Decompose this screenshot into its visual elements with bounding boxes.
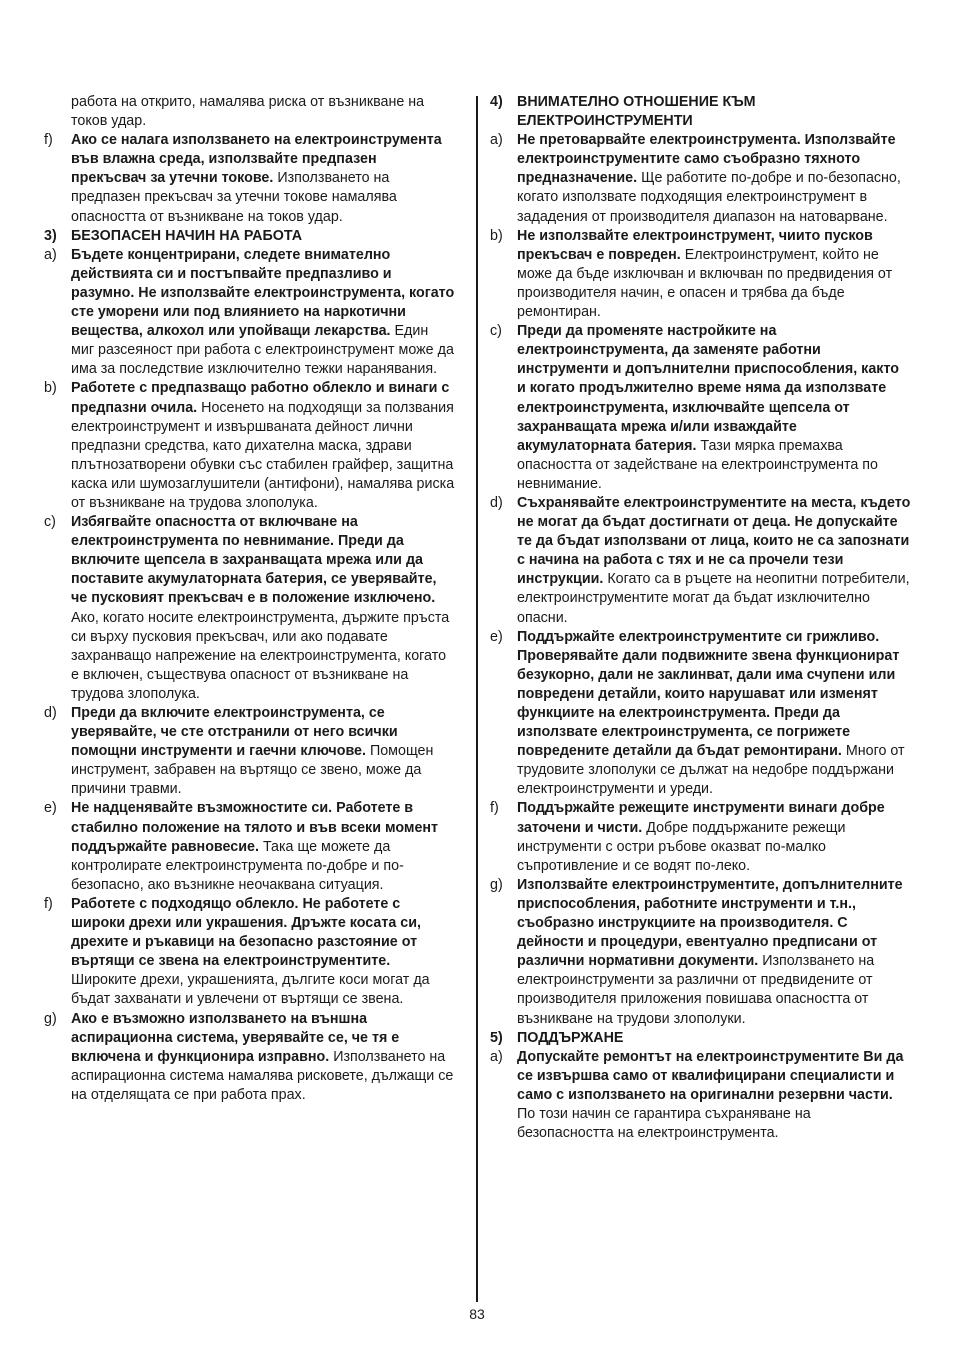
list-item — [44, 131, 455, 226]
item-text: Носенето на подходящи за ползвания електроинструмент и извършваната дейност лични предпазни средства, като дихателна маска, здрави плътнозатворени обувки със стабилен грайфер, защитна каска или шумозаглушители (антифони), намалява риска от възникване на трудова злополука. — [71, 399, 455, 511]
column-divider — [476, 96, 478, 1302]
item-marker: e) — [490, 628, 503, 645]
section-number: 3) — [44, 227, 57, 244]
list-item — [490, 799, 911, 875]
section-title: ПОДДЪРЖАНЕ — [517, 1029, 624, 1046]
item-bold-text: Допускайте ремонтът на електроинструментите Ви да се извършва само от квалифицирани специалисти и само с използването на оригинални резервни части. — [517, 1048, 904, 1103]
item-marker: e) — [44, 800, 57, 817]
item-text: Ще работите по-добре и по-безопасно, когато използвате подходящия електроинструмент в зададения от производителя диапазон на натоварване. — [517, 170, 901, 225]
item-text: Ако, когато носите електроинструмента, държите пръста си върху пусковия прекъсвач, или ако подавате захранващо напрежение на електроинструмента, когато е включен, съществува опасност от възникване на трудова злополука. — [71, 609, 450, 702]
item-bold-text: Ако е възможно използването на външна аспирационна система, уверявайте се, че тя е включена и функционира изправно. — [71, 1010, 400, 1065]
list-item — [44, 895, 455, 1010]
section-heading — [44, 227, 455, 246]
item-bold-text: Преди да включите електроинструмента, се уверявайте, че сте отстранили от него всички помощни инструменти и гаечни ключове. — [71, 705, 398, 760]
right-column — [490, 93, 911, 1143]
section-heading — [490, 93, 911, 131]
item-text: Когато са в ръцете на неопитни потребители, електроинструментите могат да бъдат изключително опасни. — [517, 571, 910, 626]
item-bold-text: Бъдете концентрирани, следете внимателно действията си и постъпвайте предпазливо и разумно. Не използвайте електроинструмента, когато сте уморени или под влиянието на наркотични вещества, алкохол или упойващи лекарства. — [71, 246, 455, 340]
list-item — [490, 628, 911, 800]
item-text: Добре поддържаните режещи инструменти с остри ръбове оказват по-малко съпротивление и се водят по-леко. — [517, 819, 846, 874]
item-bold-text: Преди да променяте настройките на електроинструмента, да заменяте работни инструменти и допълнителни приспособления, както и когато продължително време няма да използвате електроинструмента, изключвайте щепсела от захранващата мрежа и/или изваждайте акумулаторната батерия. — [517, 323, 899, 454]
intro-paragraph: работа на открито, намалява риска от възникване на токов удар. — [71, 94, 425, 130]
item-bold-text: Работете с подходящо облекло. Не работете с широки дрехи или украшения. Дръжте косата си, дрехите и ръкавици на безопасно разстояние от въртящи се звена на електроинструментите. — [71, 895, 422, 970]
section-number: 4) — [490, 94, 503, 110]
item-text: Широките дрехи, украшенията, дългите коси могат да бъдат захванати и увлечени от въртящи се звена. — [71, 972, 430, 1008]
item-marker: d) — [44, 705, 57, 721]
list-item — [490, 131, 911, 226]
list-item — [490, 227, 911, 322]
item-marker: f) — [44, 132, 53, 149]
item-text: Използването на аспирационна система намалява рисковете, дължащи се на отделящата се при работа прах. — [71, 1048, 454, 1103]
item-bold-text: Ако се налага използването на електроинструмента във влажна среда, използвайте предпазен прекъсвач за утечни токове. — [71, 132, 442, 187]
item-bold-text: Не надценявайте възможностите си. Работете в стабилно положение на тялото и във всеки момент поддържайте равновесие. — [71, 800, 439, 855]
item-marker: g) — [490, 876, 503, 893]
item-text: Използването на предпазен прекъсвач за утечни токове намалява опасността от възникване на токов удар. — [71, 170, 397, 225]
item-marker: b) — [490, 227, 503, 244]
list-item — [44, 513, 455, 704]
item-text: Тази мярка премахва опасността от задействане на електроинструмента по невнимание. — [517, 437, 878, 492]
item-text: Помощен инструмент, забравен на въртящо се звено, може да причини травми. — [71, 743, 434, 798]
item-text: Един миг разсеяност при работа с електроинструмент може да има за последствие изключително тежки наранявания. — [71, 323, 454, 378]
item-marker: c) — [44, 514, 56, 531]
item-bold-text: Избягвайте опасността от включване на електроинструмента по невнимание. Преди да включите щепсела в захранващата мрежа или да поставите акумулаторната батерия, се уверявайте, че пусковият прекъсвач е в положение изключено. — [71, 514, 437, 607]
list-item — [44, 1010, 455, 1105]
item-text: По този начин се гарантира съхраняване на безопасността на електроинструмента. — [517, 1105, 811, 1142]
item-bold-text: Не претоварвайте електроинструмента. Използвайте електроинструментите само съобразно тяхното предназначение. — [517, 132, 896, 187]
item-bold-text: Не използвайте електроинструмент, чиито пусков прекъсвач е повреден. — [517, 227, 873, 263]
item-text: Използването на електроинструменти за различни от предвидените от производителя приложения повишава опасността от възникване на трудови злополуки. — [517, 953, 875, 1027]
item-marker: a) — [490, 1048, 503, 1065]
item-text: Така ще можете да контролирате електроинструмента по-добре и по-безопасно, ако възникне неочаквана ситуация. — [71, 838, 404, 893]
item-bold-text: Поддържайте режещите инструменти винаги добре заточени и чисти. — [517, 800, 885, 836]
section-number: 5) — [490, 1029, 503, 1046]
list-item — [44, 799, 455, 894]
section-title: БЕЗОПАСЕН НАЧИН НА РАБОТА — [71, 227, 303, 244]
list-item — [490, 322, 911, 494]
item-marker: d) — [490, 494, 503, 511]
item-marker: f) — [44, 895, 53, 912]
list-item — [44, 246, 455, 380]
item-text: Много от трудовите злополуки се дължат на недобре поддържани електроинструменти и уреди. — [517, 743, 905, 798]
list-item — [44, 704, 455, 799]
item-bold-text: Работете с предпазващо работно облекло и винаги с предпазни очила. — [71, 380, 450, 416]
item-marker: a) — [44, 246, 57, 263]
list-item — [490, 494, 911, 628]
item-text: Електроинструмент, който не може да бъде изключван и включван по предвидения от производителя начин, е опасен и трябва да бъде ремонтиран. — [517, 246, 893, 321]
item-marker: f) — [490, 800, 499, 817]
left-column — [44, 93, 455, 1105]
item-marker: b) — [44, 380, 57, 397]
item-bold-text: Използвайте електроинструментите, допълнителните приспособления, работните инструменти и т.н., съобразно инструкциите на производителя. С дейности и процедури, евентуално предписани от различни нормативни документи. — [517, 876, 903, 970]
list-item — [490, 876, 911, 1029]
item-marker: g) — [44, 1010, 57, 1027]
list-item — [44, 379, 455, 513]
item-bold-text: Поддържайте електроинструментите си грижливо. Проверявайте дали подвижните звена функционират безукорно, дали не заклинват, дали има счупени или повредени детайли, които нарушават или изменят функциите на електроинструмента. Преди да използвате електроинструмента, се погрижете повредените детайли да бъдат ремонтирани. — [517, 628, 900, 760]
item-marker: a) — [490, 132, 503, 149]
section-heading — [490, 1029, 911, 1048]
item-marker: c) — [490, 323, 502, 340]
section-title: ВНИМАТЕЛНО ОТНОШЕНИЕ КЪМ ЕЛЕКТРОИНСТРУМЕНТИ — [517, 94, 756, 130]
page-number: 83 — [469, 1306, 485, 1322]
list-item — [490, 1048, 911, 1143]
item-bold-text: Съхранявайте електроинструментите на места, където не могат да бъдат достигнати от деца. Не допускайте те да бъдат използвани от лица, които не са запознати с начина на работа с тях и не са прочели тези инструкции. — [517, 494, 911, 588]
